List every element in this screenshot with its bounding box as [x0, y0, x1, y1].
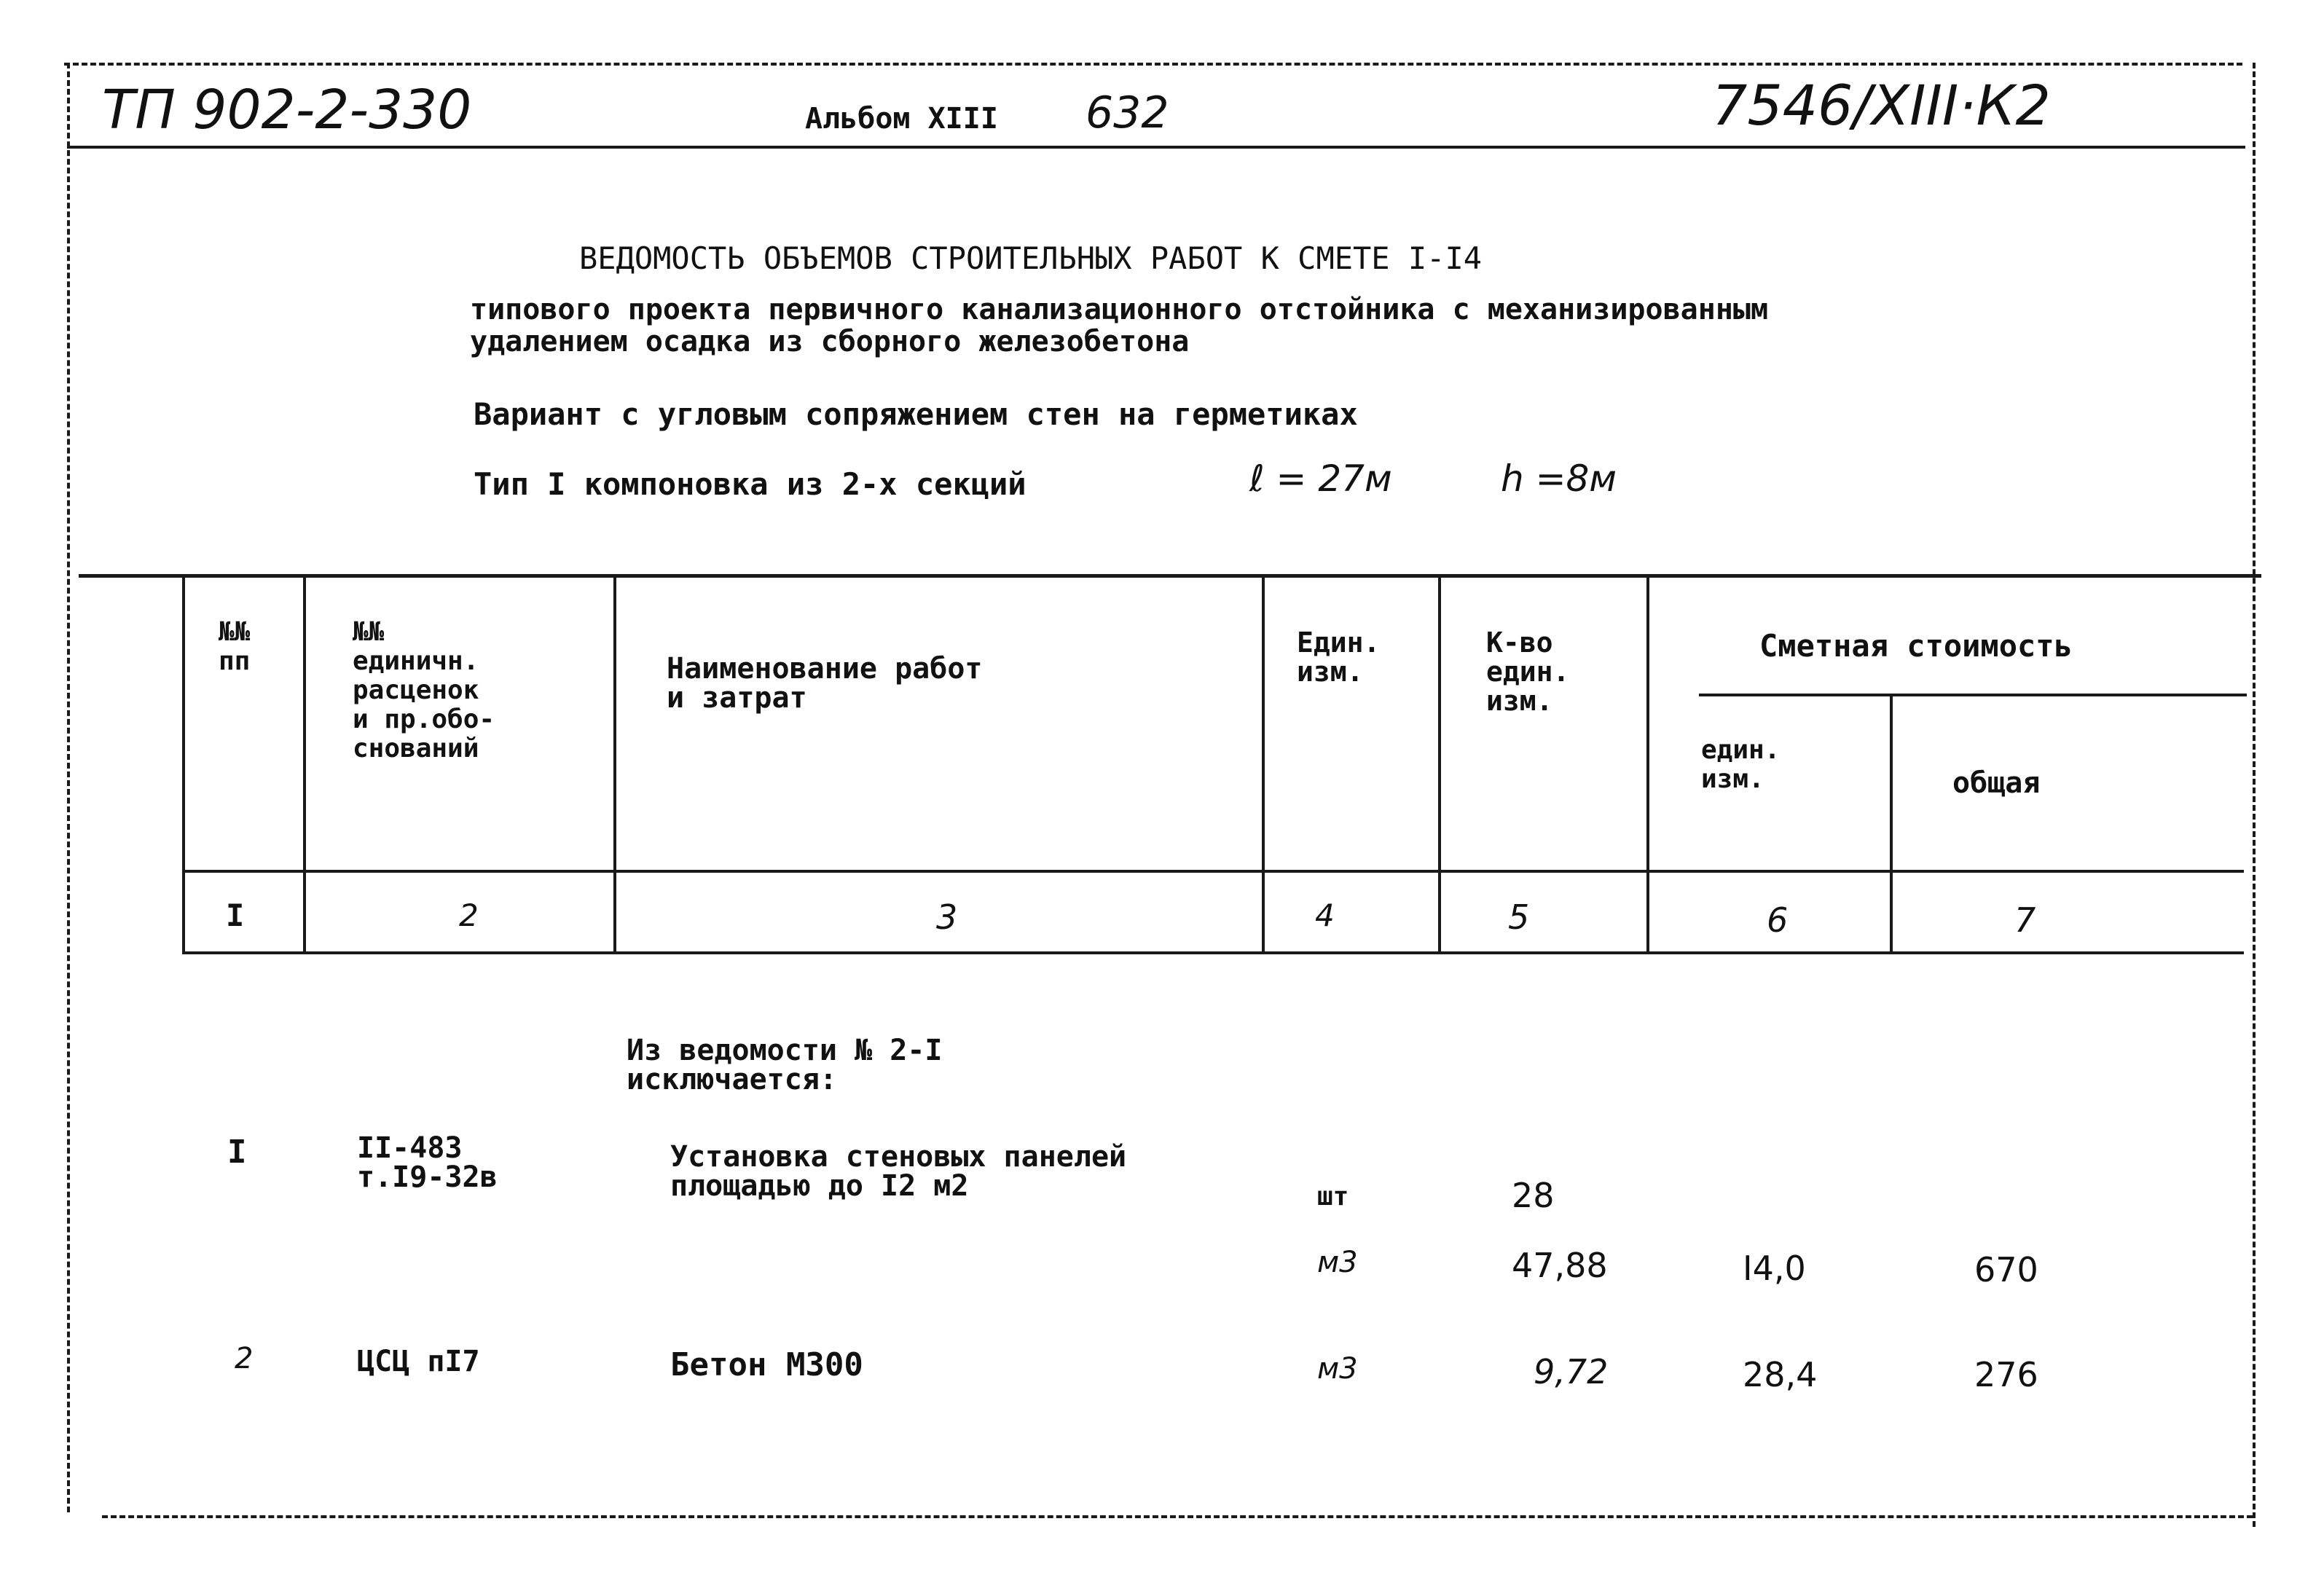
column-numbers-rule [182, 951, 2244, 954]
project-code: ТП 902-2-330 [102, 79, 472, 141]
header-col-number: №№ пп [219, 617, 251, 676]
cost-group-rule [1699, 694, 2247, 696]
column-divider-5 [1438, 576, 1441, 951]
header-col-rate-codes: №№ единичн. расценок и пр.обо- снований [353, 617, 495, 763]
row-1-unit: шт [1317, 1182, 1349, 1211]
frame-right-border [2253, 63, 2256, 1527]
header-col-total: общая [1952, 766, 2041, 800]
frame-left-border [67, 63, 70, 1512]
page-number: 632 [1086, 87, 1169, 138]
album-label: Альбом XIII [805, 102, 998, 135]
column-number-4: 4 [1315, 898, 1335, 933]
column-number-2: 2 [459, 898, 479, 933]
row-2-code: ЦСЦ пI7 [357, 1345, 480, 1378]
column-number-6: 6 [1767, 900, 1789, 940]
row-2-quantity: 9,72 [1534, 1352, 1609, 1391]
row-1-total: 670 [1974, 1250, 2038, 1289]
title-description-line1: типового проекта первичного канализационного отстойника с механизированным [470, 293, 1769, 326]
column-divider-2 [303, 576, 306, 951]
row-1-unit-price: I4,0 [1743, 1249, 1806, 1288]
column-number-1: I [226, 898, 245, 933]
row-2-number: 2 [235, 1342, 254, 1375]
column-number-5: 5 [1508, 898, 1530, 937]
frame-top-border [64, 63, 2242, 66]
header-col-unit: Един. изм. [1297, 627, 1381, 688]
column-divider-7 [1890, 696, 1893, 951]
row-1-code: II-483 т.I9-32в [357, 1131, 498, 1194]
row-2-total: 276 [1974, 1355, 2038, 1394]
column-divider-3 [613, 576, 616, 951]
row-1-quantity-alt: 47,88 [1512, 1246, 1608, 1285]
section-note: Из ведомости № 2-I исключается: [627, 1034, 943, 1096]
row-2-unit: м3 [1317, 1352, 1358, 1386]
row-1-number: I [227, 1134, 247, 1171]
frame-header-rule [67, 146, 2245, 149]
row-1-unit-alt: м3 [1317, 1246, 1358, 1279]
header-col-unit-price: един. изм. [1701, 735, 1781, 794]
header-cost-group: Сметная стоимость [1759, 628, 2073, 664]
header-col-quantity: К-во един. изм. [1486, 627, 1570, 717]
type-line: Тип I компоновка из 2-х секций [474, 466, 1026, 502]
row-2-unit-price: 28,4 [1743, 1355, 1818, 1394]
column-divider-1 [182, 576, 185, 951]
column-divider-4 [1262, 576, 1265, 951]
column-divider-6 [1646, 576, 1649, 951]
archive-number: 7546/XIII·К2 [1712, 73, 2051, 138]
column-number-7: 7 [2014, 900, 2036, 940]
header-bottom-rule [182, 870, 2244, 873]
title-description-line2: удалением осадка из сборного железобетона [470, 325, 1190, 358]
header-col-work-name: Наименование работ и затрат [667, 652, 983, 715]
variant-line: Вариант с угловым сопряжением стен на герметиках [474, 396, 1358, 432]
document-title: ВЕДОМОСТЬ ОБЪЕМОВ СТРОИТЕЛЬНЫХ РАБОТ К СМЕТЕ I-I4 [579, 240, 1483, 276]
height-parameter: h =8м [1501, 457, 1617, 500]
row-1-quantity: 28 [1512, 1176, 1555, 1215]
table-top-rule [79, 574, 2261, 578]
frame-bottom-border [102, 1515, 2253, 1518]
column-number-3: 3 [936, 898, 958, 937]
row-2-name: Бетон М300 [670, 1346, 863, 1383]
row-1-name: Установка стеновых панелей площадью до I2 м2 [670, 1140, 1127, 1203]
length-parameter: ℓ = 27м [1249, 457, 1392, 500]
